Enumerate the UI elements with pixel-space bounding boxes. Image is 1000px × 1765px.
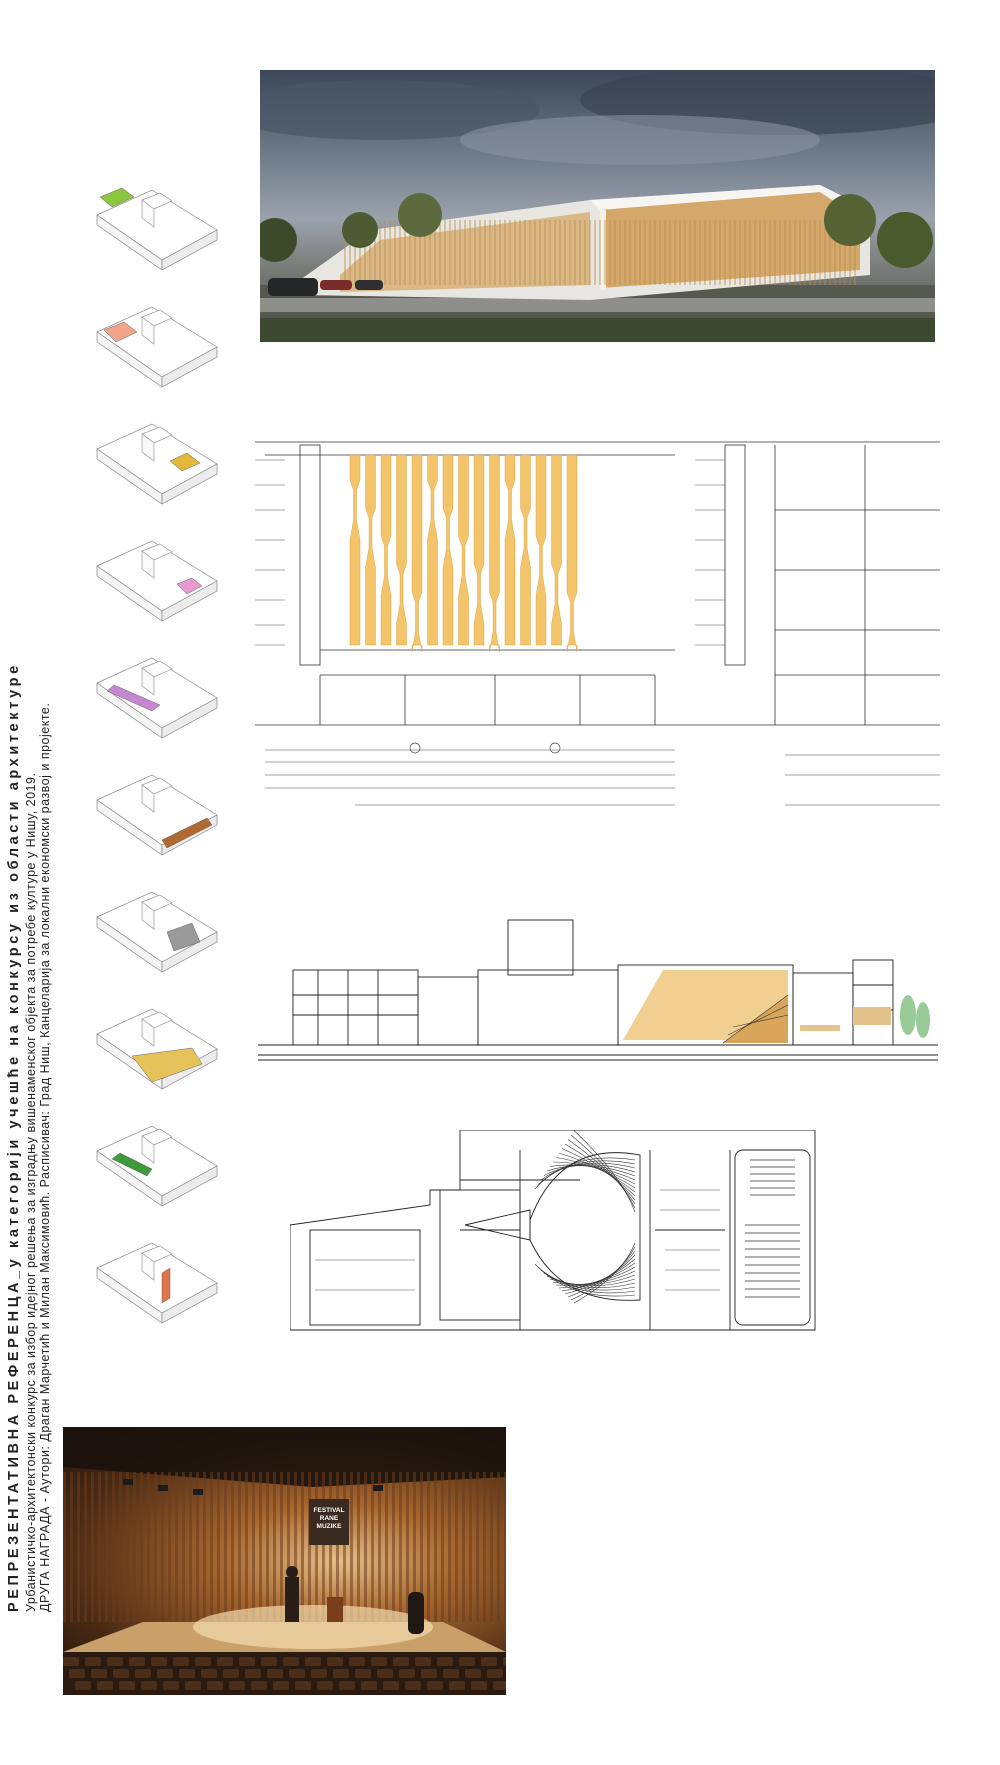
axo-diagram-4 (97, 541, 217, 621)
floor-plan-drawing (290, 1130, 915, 1340)
award-credits: ДРУГА НАГРАДА - Аутори: Драган Марчетић и Милан Максимовић. Расписивач: Град Ниш, Канцеларија за локални економски развој и пројекте. (38, 702, 52, 1612)
building-section-drawing (258, 915, 938, 1065)
axo-diagram-5 (97, 658, 217, 738)
axo-diagram-6 (97, 775, 217, 855)
concert-hall-render (63, 1427, 506, 1695)
axonometric-diagrams (92, 185, 232, 1355)
board-title: РЕПРЕЗЕНТАТИВНА РЕФЕРЕНЦА_у категорији учешће на конкурсу из области архитектуре (6, 662, 22, 1612)
exterior-render (260, 70, 935, 342)
festival-sign-line2: RANE (319, 1515, 339, 1522)
axo-diagram-3 (97, 424, 217, 504)
facade-elevation-drawing (255, 430, 940, 825)
festival-sign (309, 1499, 349, 1545)
festival-sign-line3: MUZIKE (316, 1523, 342, 1530)
axo-diagram-10 (97, 1243, 217, 1323)
axo-diagram-7 (97, 892, 217, 972)
axo-diagram-2 (97, 307, 217, 387)
axo-diagram-9 (97, 1126, 217, 1206)
festival-sign-line1: FESTIVAL (313, 1507, 345, 1514)
competition-description: Урбанистичко-архитектонски конкурс за избор идејног решења за изградњу вишенаменског објекта за потребе културе у Нишу, 2019. (24, 772, 38, 1612)
axo-diagram-1 (97, 188, 217, 270)
axo-diagram-8 (97, 1009, 217, 1089)
